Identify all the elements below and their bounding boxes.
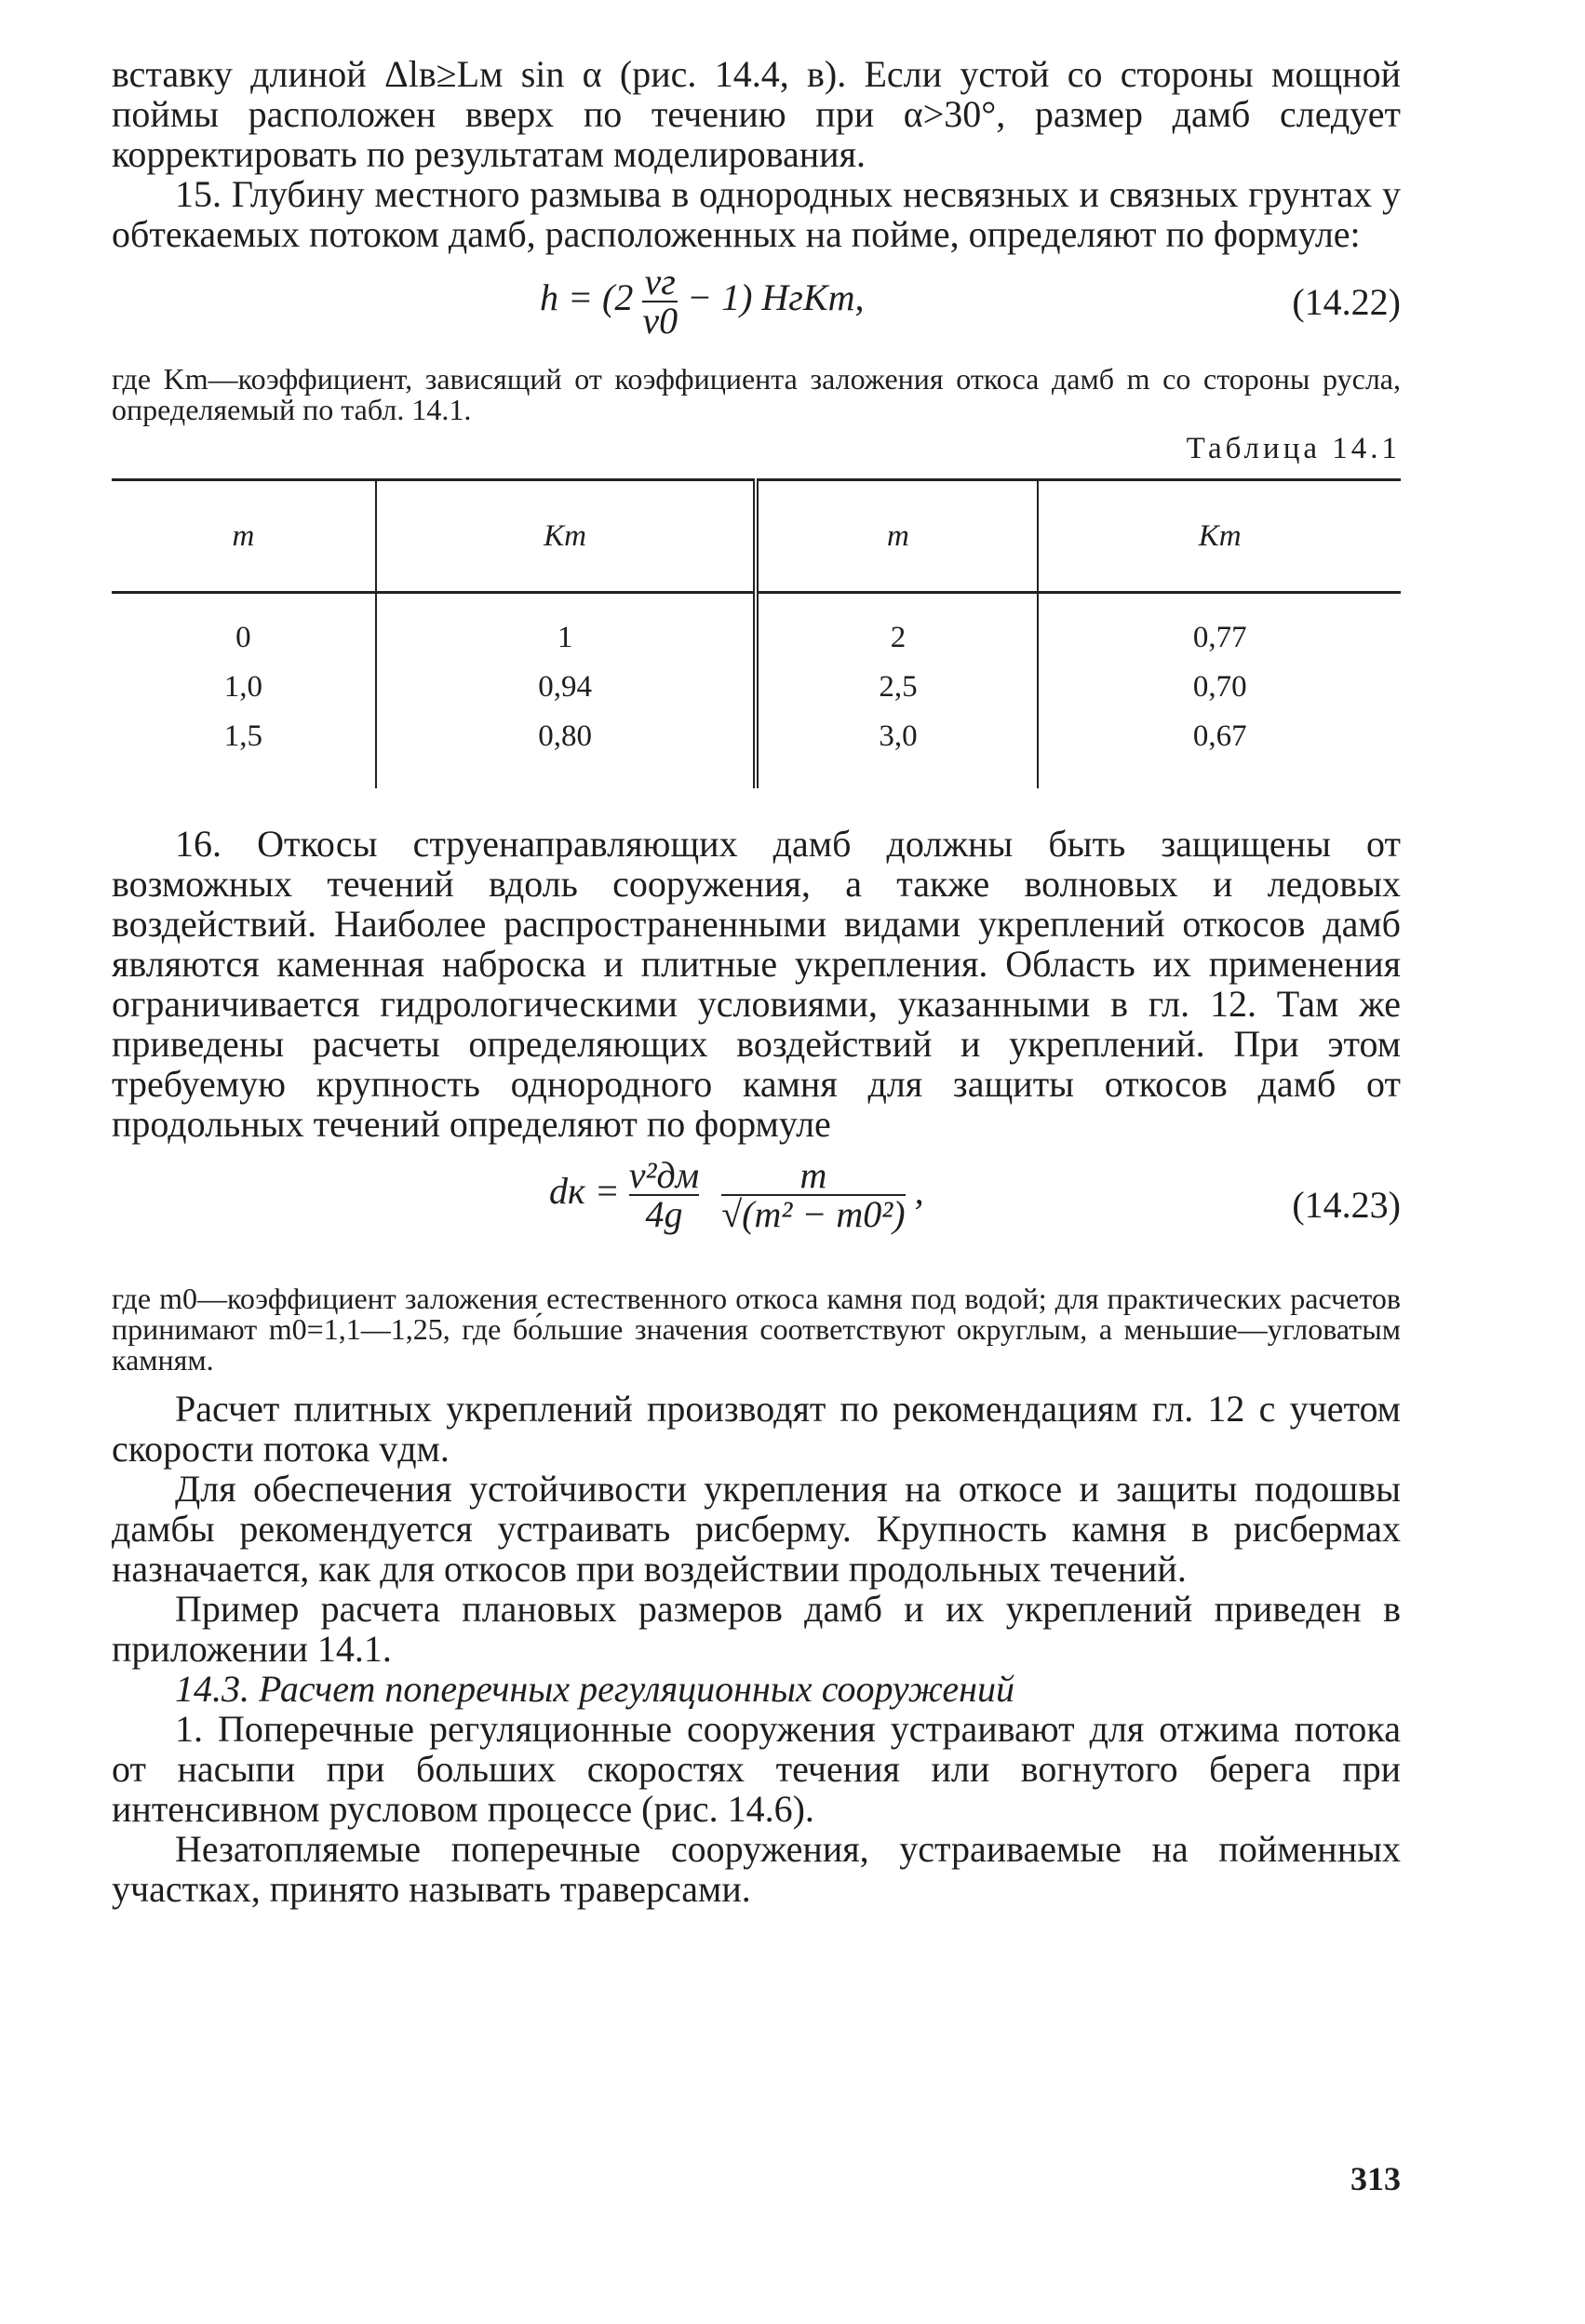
formula-14-22-denominator: v0 (642, 300, 678, 342)
table-header-km-1: Km (376, 480, 757, 593)
formula-14-23-lhs: dк = (549, 1170, 620, 1213)
paragraph-berm: Для обеспечения устойчивости укрепления на откосе и защиты подошвы дамбы рекомендуется устраивать рисберму. Крупность камня в рисбермах назначается, как для откосов при воздействии продольных течений. (112, 1468, 1401, 1590)
formula-14-23 (112, 1144, 1401, 1283)
table-cell: 0,94 (376, 663, 757, 712)
page-number: 313 (1350, 2160, 1401, 2197)
formula-14-22-lhs: h = (2 (540, 276, 634, 319)
table-cell: 1,5 (112, 712, 376, 788)
table-header-km-2: Km (1038, 480, 1401, 593)
formula-14-22 (112, 254, 1401, 364)
paragraph-plates: Расчет плитных укреплений производят по рекомендациям гл. 12 с учетом скорости потока vдм. (112, 1388, 1401, 1470)
formula-14-23-tail: , (914, 1170, 924, 1213)
note-m0-text: где m0—коэффициент заложения естественного откоса камня под водой; для практических расчетов принимают m0=1,1—1,25, где бо́льшие значения соответствуют округлым, а меньшие—угловатым камням. (112, 1282, 1401, 1377)
formula-14-22-numerator: vг (644, 261, 676, 302)
table-14-1 (112, 478, 1401, 788)
table-caption: Таблица 14.1 (1186, 432, 1401, 465)
formula-14-23-denominator-1: 4g (629, 1194, 700, 1233)
formula-14-22-rhs: − 1) HгKm, (687, 276, 865, 319)
note-m0 (112, 1283, 1401, 1376)
table-header-row (112, 480, 1401, 593)
book-page (112, 53, 1401, 2197)
table-cell: 0,80 (376, 712, 757, 788)
table-cell: 1,0 (112, 663, 376, 712)
table-cell: 0,67 (1192, 719, 1247, 753)
paragraph-16: 16. Откосы струенаправляющих дамб должны быть защищены от возможных течений вдоль сооружения, а также волновых и ледовых воздействий. Наиболее распространенными видами укреплений откосов дамб являются каменная наброска и плитные укрепления. Область их применения ограничивается гидрологическими условиями, указанными в гл. 12. Там же приведены расчеты определяющих воздействий и укреплений. При этом требуемую крупность однородного камня для защиты откосов дамб от продольных течений определяют по формуле (112, 823, 1401, 1145)
formula-14-22-fraction (642, 263, 678, 340)
paragraph-cross-2: Незатопляемые поперечные сооружения, устраиваемые на пойменных участках, принято называть траверсами. (112, 1828, 1401, 1910)
table-header-m-2: m (756, 480, 1038, 593)
table-row (112, 712, 1401, 788)
section-heading: 14.3. Расчет поперечных регуляционных сооружений (175, 1668, 1014, 1710)
table-cell: 3,0 (756, 712, 1038, 788)
formula-14-23-number: (14.23) (1292, 1184, 1401, 1226)
formula-14-23-denominator-2: √(m² − m0²) (721, 1193, 906, 1235)
formula-14-22-number: (14.22) (1292, 281, 1401, 323)
formula-14-23-numerator-2: m (799, 1154, 827, 1196)
paragraph-intro: вставку длиной Δlв≥Lм sin α (рис. 14.4, в). Если устой со стороны мощной поймы расположен вверх по течению при α>30°, размер дамб следует корректировать по результатам моделирования. (112, 53, 1401, 175)
note-km (112, 364, 1401, 425)
paragraph-15: 15. Глубину местного размыва в однородных несвязных и связных грунтах у обтекаемых потоком дамб, расположенных на пойме, определяют по формуле: (112, 173, 1401, 255)
note-km-text: где Km—коэффициент, зависящий от коэффициента заложения откоса дамб m со стороны русла, определяемый по табл. 14.1. (112, 362, 1401, 426)
table-row (112, 663, 1401, 712)
paragraph-example: Пример расчета плановых размеров дамб и их укреплений приведен в приложении 14.1. (112, 1588, 1401, 1670)
table-cell: 0,70 (1192, 670, 1247, 704)
formula-14-23-body (549, 1154, 924, 1235)
table-cell: 2 (756, 593, 1038, 664)
table-cell: 0,77 (1192, 621, 1247, 654)
table-cell: 0 (112, 593, 376, 664)
formula-14-23-fraction-2 (721, 1154, 906, 1235)
table-cell: 2,5 (756, 663, 1038, 712)
table-row (112, 593, 1401, 664)
paragraph-cross-1: 1. Поперечные регуляционные сооружения устраивают для отжима потока от насыпи при больших скоростях течения или вогнутого берега при интенсивном русловом процессе (рис. 14.6). (112, 1708, 1401, 1830)
table-header-m-1: m (112, 480, 376, 593)
table-cell: 1 (376, 593, 757, 664)
formula-14-23-fraction-1 (628, 1154, 700, 1235)
formula-14-23-numerator-1: v²дм (628, 1154, 700, 1196)
formula-14-22-body (540, 263, 864, 340)
